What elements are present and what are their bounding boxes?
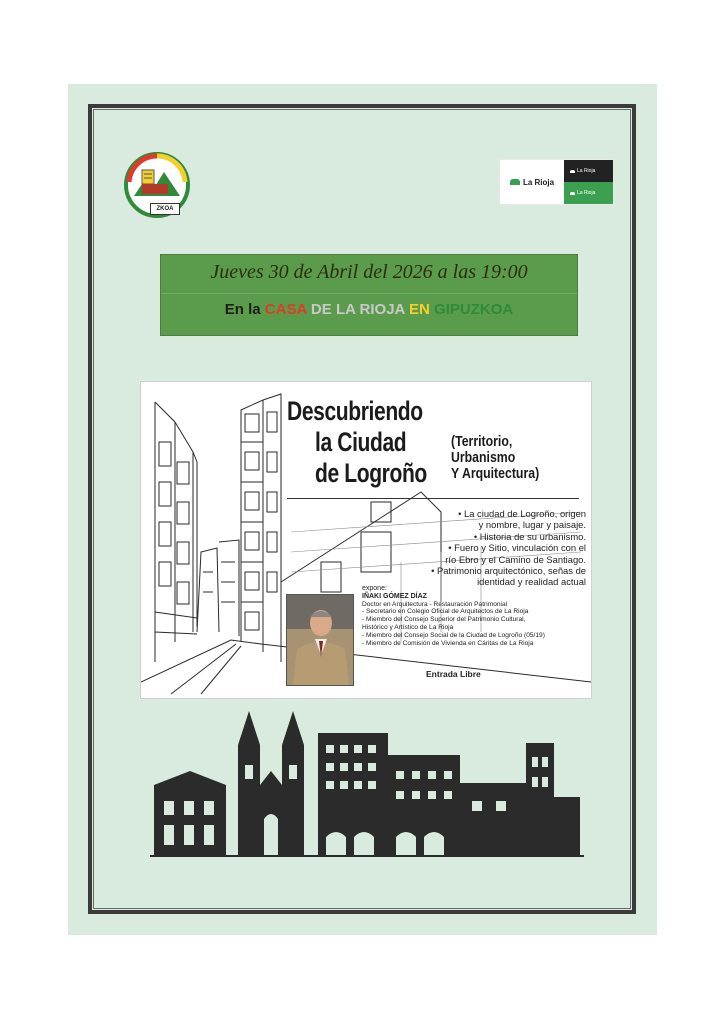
la-rioja-logo	[500, 160, 613, 204]
speaker-photo	[286, 594, 354, 686]
topic-line: identidad y realidad actual	[477, 576, 586, 588]
flyer-topics	[356, 508, 586, 588]
speaker-credential: - Secretario en Colegio Oficial de Arquitectos de La Rioja	[362, 608, 529, 616]
flyer-subtitle-line1: (Territorio,	[451, 433, 513, 450]
logrono-skyline-silhouette	[150, 705, 584, 860]
topic-line: y nombre, lugar y paisaje.	[478, 519, 586, 531]
topic-line: • Patrimonio arquitectónico, señas de	[431, 565, 586, 577]
event-place	[161, 301, 577, 318]
topic-line: río Ebro y el Camino de Santiago.	[445, 553, 586, 565]
place-rioja: RIOJA	[359, 301, 405, 318]
place-casa: CASA	[264, 301, 307, 318]
club-logo	[124, 152, 190, 218]
speaker-expone-label: expone:	[362, 585, 387, 592]
flyer-title-block	[287, 396, 461, 489]
speaker-info	[362, 585, 586, 647]
flyer-title-line3: de Logroño	[315, 458, 427, 488]
la-rioja-logo-bottom-text: La Rioja	[577, 190, 596, 196]
flyer-subtitle-line3: Y Arquitectura)	[451, 465, 540, 482]
banner-divider	[161, 293, 577, 294]
speaker-credential: Doctor en Arquitectura - Restauración Patrimonial	[362, 600, 508, 608]
event-banner	[160, 254, 578, 336]
lecture-flyer	[141, 382, 591, 698]
flyer-title-rule	[287, 498, 579, 499]
rioja-mini-icon	[570, 192, 575, 195]
place-en: EN	[404, 301, 435, 318]
event-date: Jueves 30 de Abril del 2026 a las 19:00	[210, 261, 528, 283]
topic-line: • Fuero y Sitio, vinculación con el	[448, 542, 586, 554]
flyer-subtitle-line2: Urbanismo	[451, 449, 516, 466]
la-rioja-logo-text: La Rioja	[522, 177, 555, 187]
topic-line: • La ciudad de Logroño, origen	[458, 508, 586, 519]
place-de: DE	[306, 301, 336, 318]
club-logo-tag: ZKOA	[150, 203, 180, 215]
rioja-mini-icon	[570, 170, 575, 173]
rioja-leaf-icon	[510, 179, 520, 185]
flyer-title-line1: Descubriendo	[287, 396, 423, 426]
free-entry-label: Entrada Libre	[426, 669, 481, 679]
speaker-credential: - Miembro del Consejo Social de la Ciudad de Logroño (05/19)	[362, 631, 545, 639]
topic-line: • Historia de su urbanismo.	[473, 530, 586, 542]
speaker-name: IÑAKI GÓMEZ DÍAZ	[362, 592, 427, 600]
speaker-credential: - Miembro de Comisión de Vivienda en Cáritas de La Rioja	[362, 639, 534, 647]
place-prefix: En la	[224, 301, 265, 318]
speaker-credential: Histórico y Artístico de La Rioja	[362, 623, 454, 631]
flyer-title-line2: la Ciudad	[315, 427, 407, 457]
place-la: LA	[335, 301, 360, 318]
la-rioja-logo-top-text: La Rioja	[577, 168, 596, 174]
place-gipuzkoa: GIPUZKOA	[434, 301, 514, 318]
speaker-credential: - Miembro del Consejo Superior del Patrimonio Cultural,	[362, 616, 526, 624]
